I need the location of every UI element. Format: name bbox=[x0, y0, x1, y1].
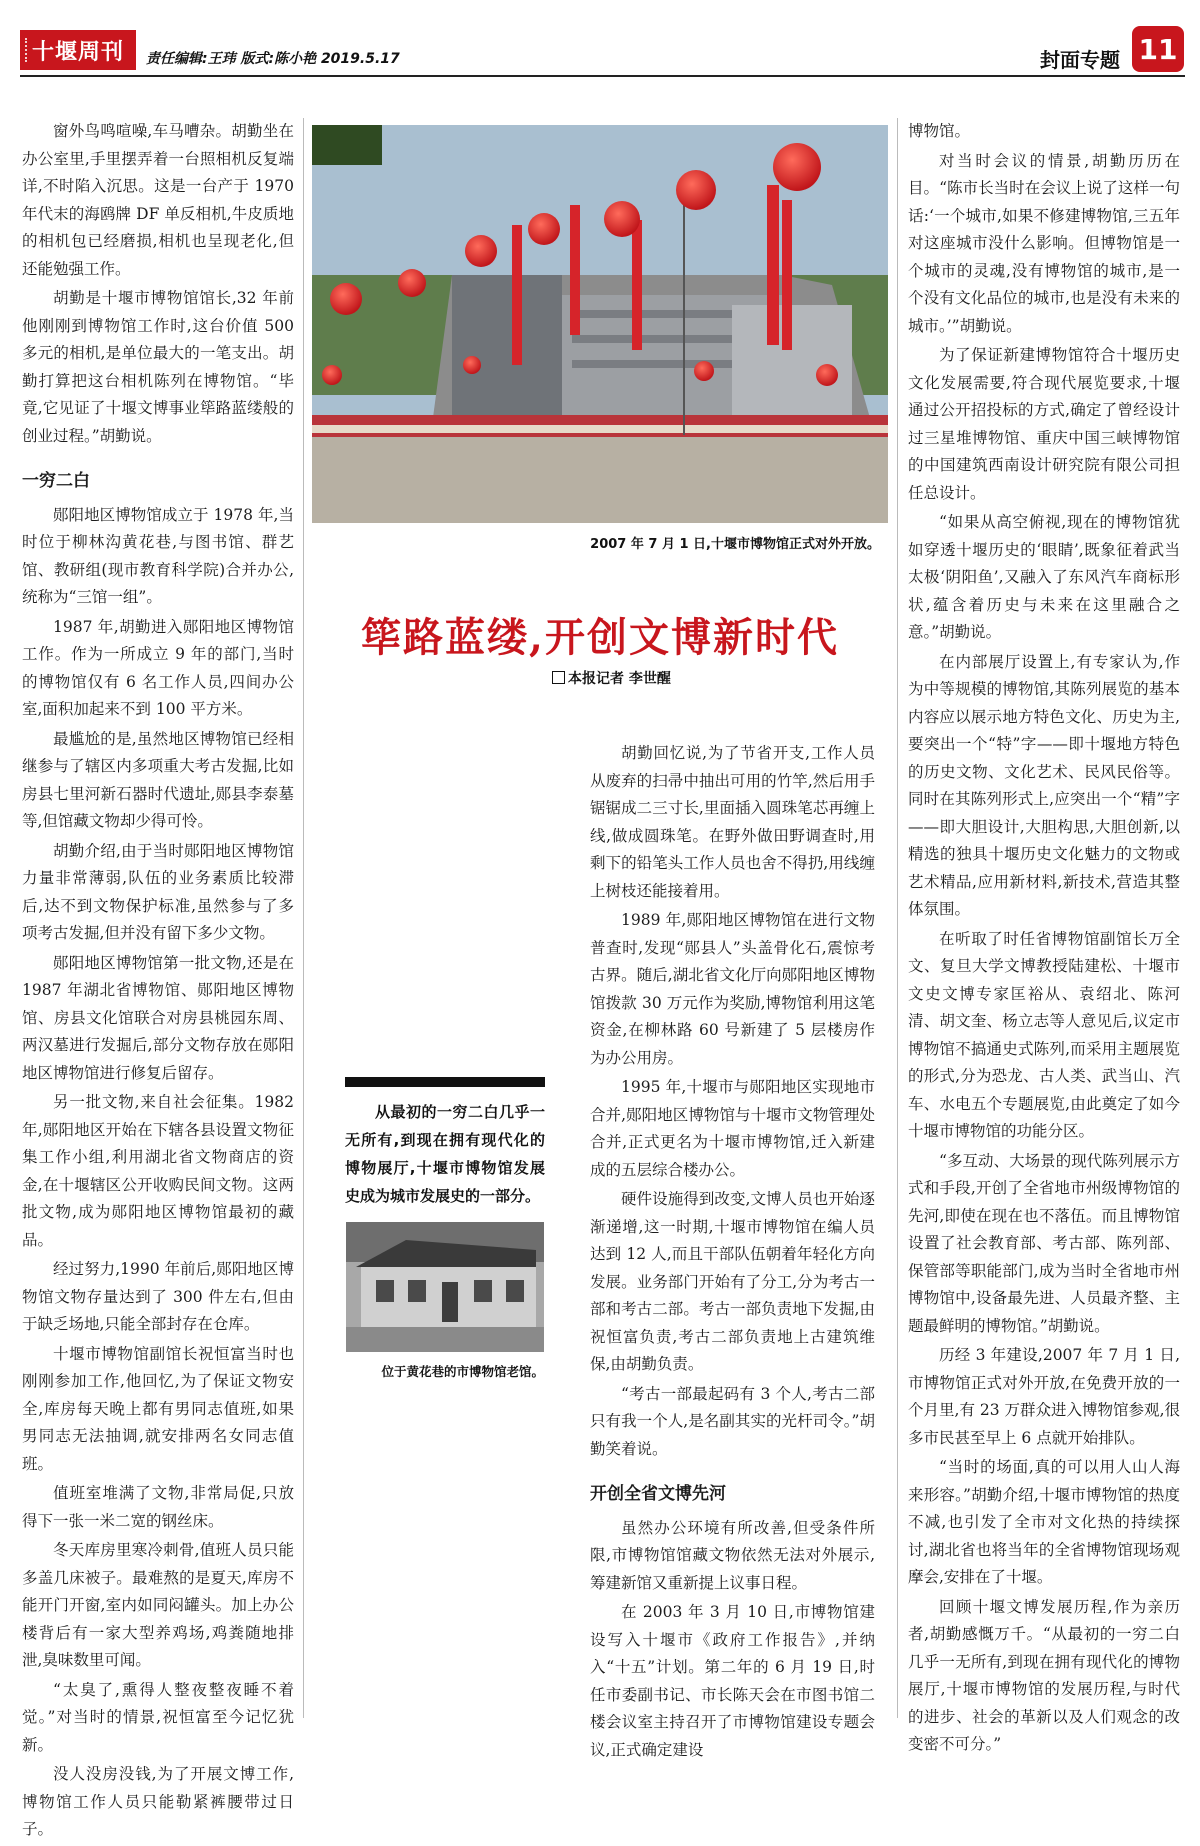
pull-quote: 从最初的一穷二白几乎一无所有,到现在拥有现代化的博物展厅,十堰市博物馆发展史成为城市发展史的一部分。 bbox=[345, 1103, 545, 1205]
column-divider bbox=[303, 118, 304, 1718]
paragraph: 郧阳地区博物馆第一批文物,还是在 1987 年湖北省博物馆、郧阳地区博物馆、房县文化馆联合对房县桃园东周、两汉墓进行发掘后,部分文物存放在郧阳地区博物馆进行修复后留存。 bbox=[22, 953, 294, 1082]
editor-credits: 责任编辑:王玮 版式:陈小艳 2019.5.17 bbox=[146, 51, 400, 67]
byline-box-icon bbox=[552, 671, 565, 684]
page-header bbox=[0, 0, 1200, 82]
paragraph: 值班室堆满了文物,非常局促,只放得下一张一米二宽的钢丝床。 bbox=[22, 1484, 294, 1530]
subheading: 开创全省文博先河 bbox=[590, 1484, 726, 1504]
paragraph: 对当时会议的情景,胡勤历历在目。“陈市长当时在会议上说了这样一句话:‘一个城市,如果不修建博物馆,三五年对这座城市没什么影响。但博物馆是一个城市的灵魂,没有博物馆的城市,是一个没有文化品位的城市,也是没有未来的城市。’”胡勤说。 bbox=[908, 151, 1180, 335]
paragraph: 在听取了时任省博物馆副馆长万全文、复旦大学文博教授陆建松、十堰市文史文博专家匡裕从、袁绍北、陈河清、胡文奎、杨立志等人意见后,议定市博物馆不搞通史式陈列,而采用主题展览的形式,分为恐龙、古人类、武当山、汽车、水电五个专题展览,由此奠定了如今十堰市博物馆的功能分区。 bbox=[908, 929, 1180, 1140]
masthead-logo bbox=[20, 30, 136, 70]
paragraph: 历经 3 年建设,2007 年 7 月 1 日,市博物馆正式对外开放,在免费开放的一个月里,有 23 万群众进入博物馆参观,很多市民甚至早上 6 点就开始排队。 bbox=[908, 1346, 1180, 1447]
paragraph: 在 2003 年 3 月 10 日,市博物馆建设写入十堰市《政府工作报告》,并纳入“十五”计划。第二年的 6 月 19 日,时任市委副书记、市长陈天会在市图书馆二楼会议室主持召开了市博物馆建设专题会议,正式确定建设 bbox=[590, 1603, 875, 1759]
paragraph: 胡勤回忆说,为了节省开支,工作人员从废弃的扫帚中抽出可用的竹竿,然后用手锯锯成二三寸长,里面插入圆珠笔芯再缠上线,做成圆珠笔。在野外做田野调查时,用剩下的铅笔头工作人员也舍不得扔,用线缠上树枝还能接着用。 bbox=[590, 744, 875, 900]
paragraph: 另一批文物,来自社会征集。1982 年,郧阳地区开始在下辖各县设置文物征集工作小组,利用湖北省文物商店的资金,在十堰辖区公开收购民间文物。这两批文物,成为郧阳地区博物馆最初的藏品。 bbox=[22, 1093, 294, 1249]
museum-opening-photo bbox=[312, 125, 888, 523]
paragraph: 十堰市博物馆副馆长祝恒富当时也刚刚参加工作,他回忆,为了保证文物安全,库房每天晚上都有男同志值班,如果男同志无法抽调,就安排两名女同志值班。 bbox=[22, 1344, 294, 1473]
article-column-3 bbox=[590, 740, 875, 1766]
article-column-1 bbox=[22, 118, 294, 1846]
paragraph: “考古一部最起码有 3 个人,考古二部只有我一个人,是名副其实的光杆司令。”胡勤笑着说。 bbox=[590, 1384, 875, 1458]
paragraph: 窗外鸟鸣喧噪,车马嘈杂。胡勤坐在办公室里,手里摆弄着一台照相机反复端详,不时陷入沉思。这是一台产于 1970 年代末的海鸥牌 DF 单反相机,牛皮质地的相机包已经磨损,相机也呈现老化,但还能勉强工作。 bbox=[22, 122, 294, 278]
photo-caption: 2007 年 7 月 1 日,十堰市博物馆正式对外开放。 bbox=[590, 537, 880, 552]
paragraph: 经过努力,1990 年前后,郧阳地区博物馆文物存量达到了 300 件左右,但由于缺乏场地,只能全部封存在仓库。 bbox=[22, 1260, 294, 1333]
paragraph: “多互动、大场景的现代陈列展示方式和手段,开创了全省地市州级博物馆的先河,即使在现在也不落伍。而且博物馆设置了社会教育部、考古部、陈列部、保管部等职能部门,成为当时全省地市州博物馆中,设备最先进、人员最齐整、主题最鲜明的博物馆。”胡勤说。 bbox=[908, 1151, 1180, 1335]
masthead-ornament bbox=[25, 38, 37, 62]
subheading: 一穷二白 bbox=[22, 471, 90, 491]
headline: 筚路蓝缕,开创文博新时代 bbox=[361, 614, 839, 661]
paragraph: 虽然办公环境有所改善,但受条件所限,市博物馆馆藏文物依然无法对外展示,筹建新馆又重新提上议事日程。 bbox=[590, 1518, 875, 1592]
paragraph: 胡勤是十堰市博物馆馆长,32 年前他刚刚到博物馆工作时,这台价值 500 多元的相机,是单位最大的一笔支出。胡勤打算把这台相机陈列在博物馆。“毕竟,它见证了十堰文博事业筚路蓝缕般的创业过程。”胡勤说。 bbox=[22, 289, 294, 445]
paragraph: 硬件设施得到改变,文博人员也开始逐渐递增,这一时期,十堰市博物馆在编人员达到 12 人,而且干部队伍朝着年轻化方向发展。业务部门开始有了分工,分为考古一部和考古二部。考古一部负责地下发掘,由祝恒富负责,考古二部负责地上古建筑维保,由胡勤负责。 bbox=[590, 1190, 875, 1373]
page-number: 11 bbox=[1132, 26, 1184, 72]
old-photo-caption: 位于黄花巷的市博物馆老馆。 bbox=[381, 1364, 544, 1379]
paragraph: 郧阳地区博物馆成立于 1978 年,当时位于柳林沟黄花巷,与图书馆、群艺馆、教研组(现市教育科学院)合并办公,统称为“三馆一组”。 bbox=[22, 505, 294, 606]
paragraph: 1995 年,十堰市与郧阳地区实现地市合并,郧阳地区博物馆与十堰市文物管理处合并,正式更名为十堰市博物馆,迁入新建成的五层综合楼办公。 bbox=[590, 1078, 875, 1179]
byline bbox=[552, 668, 671, 688]
paragraph: “太臭了,熏得人整夜整夜睡不着觉。”对当时的情景,祝恒富至今记忆犹新。 bbox=[22, 1680, 294, 1754]
paragraph: 为了保证新建博物馆符合十堰历史文化发展需要,符合现代展览要求,十堰通过公开招投标的方式,确定了曾经设计过三星堆博物馆、重庆中国三峡博物馆的中国建筑西南设计研究院有限公司担任总设计。 bbox=[908, 346, 1180, 502]
column-divider bbox=[897, 118, 898, 1718]
paragraph: 回顾十堰文博发展历程,作为亲历者,胡勤感慨万千。“从最初的一穷二白几乎一无所有,到现在拥有现代化的博物展厅,十堰市博物馆的发展历程,与时代的进步、社会的革新以及人们观念的改变密不可分。” bbox=[908, 1597, 1180, 1753]
paragraph: 胡勤介绍,由于当时郧阳地区博物馆力量非常薄弱,队伍的业务素质比较滞后,达不到文物保护标准,虽然参与了多项考古发掘,但并没有留下多少文物。 bbox=[22, 841, 294, 942]
article-column-4 bbox=[908, 118, 1180, 1761]
paragraph: 1987 年,胡勤进入郧阳地区博物馆工作。作为一所成立 9 年的部门,当时的博物馆仅有 6 名工作人员,四间办公室,面积加起来不到 100 平方米。 bbox=[22, 617, 294, 718]
paragraph: 在内部展厅设置上,有专家认为,作为中等规模的博物馆,其陈列展览的基本内容应以展示地方特色文化、历史为主,要突出一个“特”字——即十堰地方特色的历史文物、文化艺术、民风民俗等。同时在其陈列形式上,应突出一个“精”字——即大胆设计,大胆构思,大胆创新,以精选的独具十堰历史文化魅力的文物或艺术精品,应用新材料,新技术,营造其整体氛围。 bbox=[908, 652, 1180, 918]
byline-text: 本报记者 李世醒 bbox=[568, 671, 671, 687]
paragraph: 最尴尬的是,虽然地区博物馆已经相继参与了辖区内多项重大考古发掘,比如房县七里河新石器时代遗址,郧县李泰墓等,但馆藏文物却少得可怜。 bbox=[22, 729, 294, 830]
masthead-title: 十堰周刊 bbox=[31, 38, 124, 65]
paragraph: “当时的场面,真的可以用人山人海来形容。”胡勤介绍,十堰市博物馆的热度不减,也引发了全市对文化热的持续探讨,湖北省也将当年的全省博物馆现场观摩会,安排在了十堰。 bbox=[908, 1458, 1180, 1586]
old-museum-photo bbox=[346, 1222, 544, 1352]
paragraph: 冬天库房里寒冷刺骨,值班人员只能多盖几床被子。最难熬的是夏天,库房不能开门开窗,室内如同闷罐头。加上办公楼背后有一家大型养鸡场,鸡粪随地排泄,臭味数里可闻。 bbox=[22, 1541, 294, 1669]
section-title: 封面专题 bbox=[1040, 48, 1120, 72]
header-rule bbox=[20, 75, 1185, 77]
pull-quote-bar bbox=[345, 1077, 545, 1087]
paragraph: 博物馆。 bbox=[908, 122, 971, 140]
paragraph: 1989 年,郧阳地区博物馆在进行文物普查时,发现“郧县人”头盖骨化石,震惊考古界。随后,湖北省文化厅向郧阳地区博物馆拨款 30 万元作为奖励,博物馆利用这笔资金,在柳林路 60 号新建了 5 层楼房作为办公用房。 bbox=[590, 911, 875, 1067]
paragraph: “如果从高空俯视,现在的博物馆犹如穿透十堰历史的‘眼睛’,既象征着武当太极‘阴阳鱼’,又融入了东风汽车商标形状,蕴含着历史与未来在这里融合之意。”胡勤说。 bbox=[908, 513, 1180, 641]
paragraph: 没人没房没钱,为了开展文博工作,博物馆工作人员只能勒紧裤腰带过日子。 bbox=[22, 1765, 294, 1838]
